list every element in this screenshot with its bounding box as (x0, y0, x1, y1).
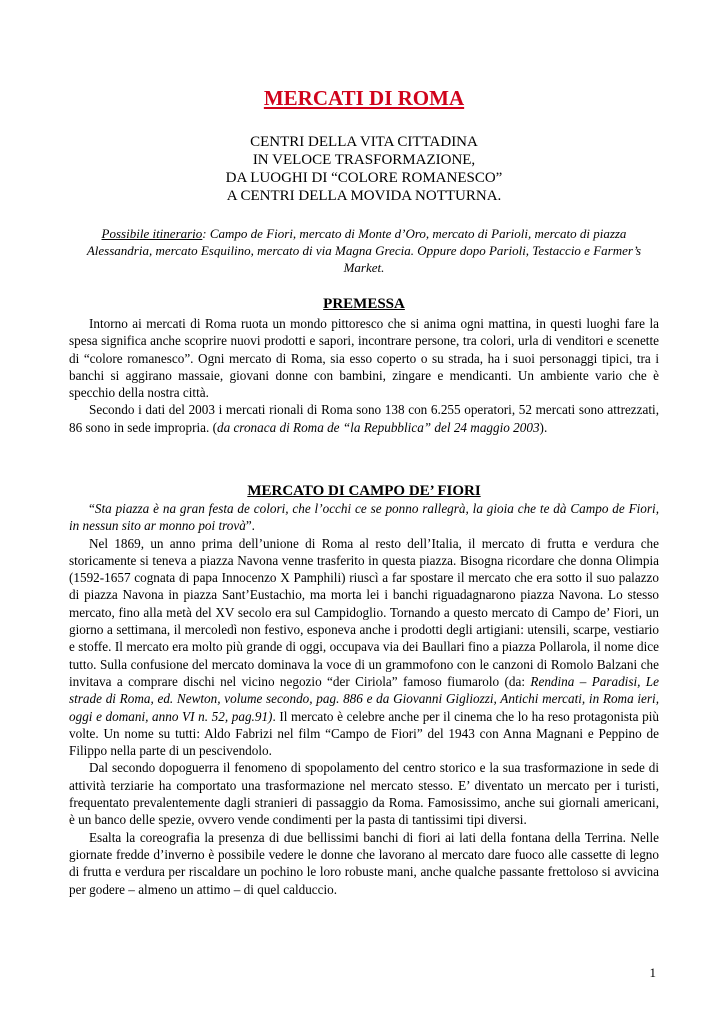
campo-paragraph-3: Esalta la coreografia la presenza di due bellissimi banchi di fiori ai lati della fontana della Terrina. Nelle giornate fredde d’inverno è possibile vedere le donne che lavorano al mercato dare fuoco alle cassette di legno di frutta e verdura per riscaldare un pochino le loro robuste mani, anche qualche passante frettoloso si avvicina per godere – almeno un attimo – di quel calduccio. (69, 829, 659, 897)
subtitle-line: CENTRI DELLA VITA CITTADINA (250, 134, 478, 150)
campo-paragraph-1 (69, 535, 659, 760)
quote-close: ”. (245, 518, 255, 534)
campo-p1-citation: Rendina – Paradisi, Le strade di Roma, ed. Newton, volume secondo, pag. 886 e da Giovanni Gigliozzi, Antichi mercati, in Roma ieri, oggi e domani, anno VI n. 52, pag.91) (69, 673, 659, 724)
quote-text: Sta piazza è na gran festa de colori, che l’occhi ce se ponno rallegrà, la gioia che te dà Campo de Fiori, in nessun sito ar monno poi trovà (69, 501, 659, 534)
premessa-p2-source: da cronaca di Roma de “la Repubblica” del 24 maggio 2003 (216, 419, 540, 435)
subtitle-line: A CENTRI DELLA MOVIDA NOTTURNA. (226, 188, 502, 204)
itinerary (69, 225, 659, 276)
campo-heading: MERCATO DI CAMPO DE’ FIORI (247, 483, 481, 499)
itinerary-label: Possibile itinerario (101, 226, 203, 241)
premessa-p2-end: ). (539, 419, 548, 435)
premessa-paragraph-2 (69, 401, 659, 436)
itinerary-text: : Campo de Fiori, mercato di Monte d’Oro, mercato di Parioli, mercato di piazza Alessandria, mercato Esquilino, mercato di via Magna Grecia. Oppure dopo Parioli, Testaccio e Farmer’s Market. (86, 226, 642, 275)
premessa-p2-text: Secondo i dati del 2003 i mercati rionali di Roma sono 138 con 6.255 operatori, 52 mercati sono attrezzati, 86 sono in sede impropria. ( (69, 402, 659, 435)
page-number: 1 (649, 965, 656, 980)
document-title: MERCATI DI ROMA (263, 86, 465, 110)
campo-section (69, 500, 659, 898)
subtitle-line: DA LUOGHI DI “COLORE ROMANESCO” (225, 170, 503, 186)
premessa-paragraph-1: Intorno ai mercati di Roma ruota un mondo pittoresco che si anima ogni mattina, in questi luoghi fare la spesa significa anche scoprire nuovi prodotti e sapori, incontrare persone, tra colori, urla di venditori e scenette di “colore romanesco”. Ogni mercato di Roma, sia esso coperto o su strada, ha i suoi personaggi tipici, tra i banchi si aggirano massaie, giovani donne con bambini, zingare e mendicanti. Un ambiente vario che è specchio della nostra città. (69, 316, 659, 401)
campo-p1-text: Nel 1869, un anno prima dell’unione di Roma al resto dell’Italia, il mercato di frutta e verdura che storicamente si teneva a piazza Navona venne trasferito in questa piazza. Bisogna ricordare che donna Olimpia (1592-1657 cognata di papa Innocenzo X Pamphili) riuscì a far spostare il mercato che era sotto il suo palazzo di piazza Navona in piazza Sant’Eustachio, ma morta lei i banchi riguadagnarono piazza Navona. Lo stesso mercato, fino alla metà del XV secolo era sul Campidoglio. Tornando a questo mercato di Campo de’ Fiori, un giorno a settimana, il mercoledì non festivo, esponeva anche i prodotti degli artigiani: utensili, scarpe, vestiario e stoffe. Il mercato era molto più grande di oggi, occupava via dei Baullari fino a piazza Pollarola, il nome dice tutto. Sulla confusione del mercato dominava la voce di un grammofono con le canzoni di Romolo Balzani che invitava a comprare dischi nel vicino negozio “der Ciriola” famoso fiumarolo (da: (69, 535, 659, 689)
campo-paragraph-2: Dal secondo dopoguerra il fenomeno di spopolamento del centro storico e la sua trasformazione in sede di attività terziarie ha comportato una trasformazione nel mercato stesso. E’ diventato un mercato per i turisti, frequentato prevalentemente dagli stranieri di passaggio da Roma. Famosissimo, anche sui giornali americani, è un banco delle spezie, ovvero vende condimenti per la pasta di tantissimi tipi diversi. (69, 760, 659, 828)
subtitle-block (69, 133, 659, 205)
subtitle-line: IN VELOCE TRASFORMAZIONE, (252, 152, 476, 168)
campo-quote (69, 500, 659, 535)
premessa-heading: PREMESSA (323, 296, 405, 312)
premessa-section (69, 315, 659, 436)
campo-p1-text-cont: . Il mercato è celebre anche per il cinema che lo ha reso protagonista più volte. Un nome su tutti: Aldo Fabrizi nel film “Campo de Fiori” del 1943 con Anna Magnani e Peppino de Filippo nella parte di un pescivendolo. (69, 708, 660, 759)
quote-open: “ (89, 501, 95, 516)
